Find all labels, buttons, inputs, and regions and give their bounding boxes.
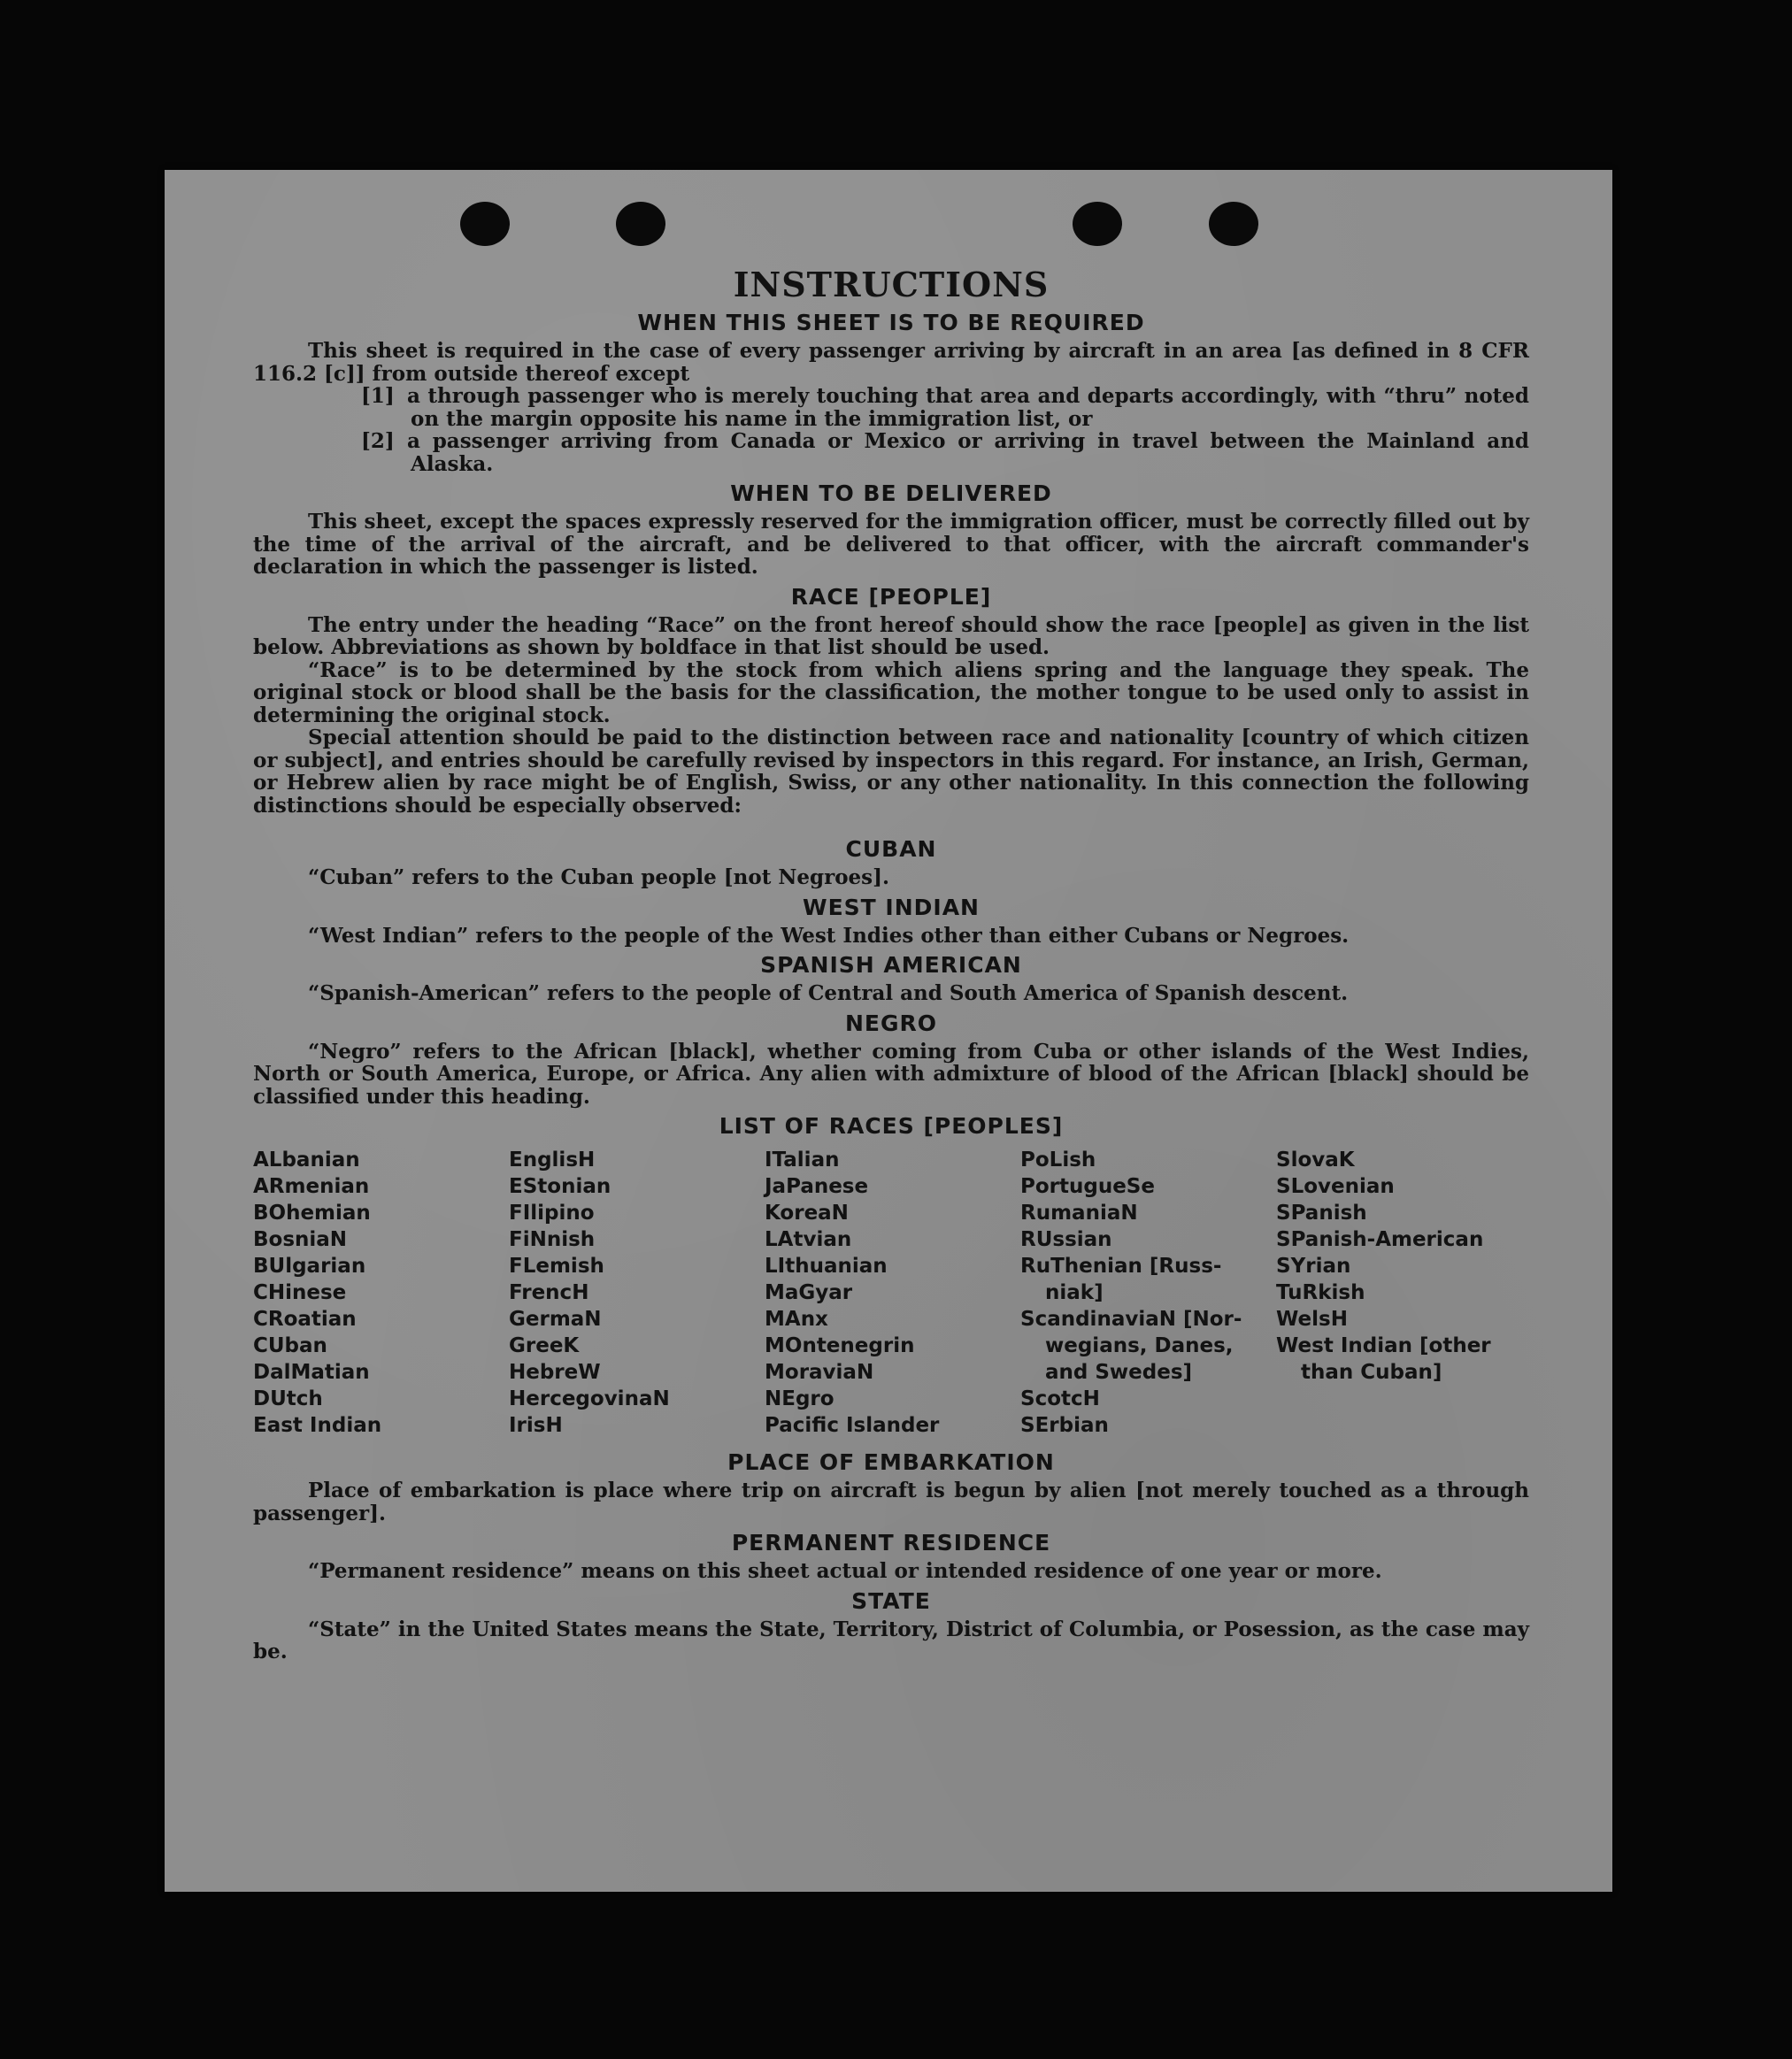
negro-text: “Negro” refers to the African [black], whether coming from Cuba or other islands of the West Indies, North or South America, Europe, or Africa. Any alien with admixture of blood of the African [black] should be classified under this heading.	[253, 1039, 1529, 1109]
required-item-1	[361, 385, 1529, 430]
race-paragraph-2: “Race” is to be determined by the stock from which aliens spring and the language they speak. The original stock or blood shall be the basis for the classification, the mother tongue to be used only to assist in determining the original stock.	[253, 657, 1529, 727]
list-item: EStonian	[509, 1175, 611, 1198]
heading-when-required: WHEN THIS SHEET IS TO BE REQUIRED	[637, 310, 1145, 335]
list-item: than Cuban]	[1301, 1361, 1442, 1384]
list-item: TuRkish	[1276, 1281, 1365, 1304]
list-item: PortugueSe	[1020, 1175, 1155, 1198]
list-item: SYrian	[1276, 1255, 1351, 1278]
list-item: GreeK	[509, 1334, 580, 1357]
item-text: a passenger arriving from Canada or Mexico or arriving in travel between the Mainland and Alaska.	[407, 429, 1529, 476]
required-item-2	[361, 430, 1529, 475]
list-item: DUtch	[253, 1387, 323, 1410]
residence-text: “Permanent residence” means on this sheet actual or intended residence of one year or more.	[308, 1559, 1382, 1583]
list-item: FrencH	[509, 1281, 589, 1304]
heading-race: RACE [PEOPLE]	[790, 583, 992, 610]
races-column-5	[1276, 1147, 1532, 1439]
list-item: and Swedes]	[1045, 1361, 1193, 1384]
list-item: wegians, Danes,	[1045, 1334, 1234, 1357]
list-item: CHinese	[253, 1281, 347, 1304]
list-item: LAtvian	[765, 1228, 852, 1251]
list-item: CUban	[253, 1334, 327, 1357]
list-item: Pacific Islander	[765, 1414, 940, 1437]
list-item: East Indian	[253, 1414, 382, 1437]
list-item: CRoatian	[253, 1308, 357, 1331]
list-item: FIlipino	[509, 1202, 595, 1225]
races-column-4	[1020, 1147, 1276, 1439]
list-item: ITalian	[765, 1149, 840, 1172]
list-item: MOntenegrin	[765, 1334, 915, 1357]
instruction-sheet	[165, 170, 1612, 1892]
races-list	[253, 1147, 1529, 1439]
list-item: SLovenian	[1276, 1175, 1395, 1198]
list-item: EnglisH	[509, 1149, 596, 1172]
list-item: PoLish	[1020, 1149, 1096, 1172]
heading-when-delivered: WHEN TO BE DELIVERED	[730, 480, 1052, 506]
required-intro: This sheet is required in the case of every passenger arriving by aircraft in an area [as defined in 8 CFR 116.2 [c]] from outside thereof except	[253, 339, 1529, 386]
state-text: “State” in the United States means the State, Territory, District of Columbia, or Posession, as the case may be.	[253, 1617, 1529, 1663]
races-column-2	[509, 1147, 765, 1439]
list-item: MaGyar	[765, 1281, 853, 1304]
list-item: SPanish-American	[1276, 1228, 1484, 1251]
list-item: MAnx	[765, 1308, 828, 1331]
heading-spanish-american: SPANISH AMERICAN	[760, 952, 1022, 978]
list-item: BUlgarian	[253, 1255, 366, 1278]
item-number: [1]	[361, 384, 395, 408]
races-column-1	[253, 1147, 509, 1439]
list-item: RumaniaN	[1020, 1202, 1138, 1225]
heading-west-indian: WEST INDIAN	[803, 894, 980, 920]
spanish-american-text: “Spanish-American” refers to the people of Central and South America of Spanish descent.	[308, 981, 1349, 1005]
race-paragraph-3: Special attention should be paid to the distinction between race and nationality [country of which citizen or subject], and entries should be carefully revised by inspectors in this regard. For instance, an Irish, German, or Hebrew alien by race might be of English, Swiss, or any other nationality. In this connection the following distinctions should be especially observed:	[253, 726, 1529, 818]
list-item: SlovaK	[1276, 1149, 1355, 1172]
list-item: DalMatian	[253, 1361, 370, 1384]
list-item: niak]	[1045, 1281, 1104, 1304]
races-column-3	[765, 1147, 1020, 1439]
list-item: LIthuanian	[765, 1255, 888, 1278]
page-title: INSTRUCTIONS	[733, 265, 1050, 304]
item-text: a through passenger who is merely touching that area and departs accordingly, with “thru” noted on the margin opposite his name in the immigration list, or	[407, 384, 1529, 431]
race-paragraph-1: The entry under the heading “Race” on the front hereof should show the race [people] as given in the list below. Abbreviations as shown by boldface in that list should be used.	[253, 612, 1529, 659]
punch-hole	[1073, 202, 1122, 246]
list-item: HercegovinaN	[509, 1387, 670, 1410]
list-item: HebreW	[509, 1361, 601, 1384]
heading-state: STATE	[851, 1587, 931, 1614]
list-item: ARmenian	[253, 1175, 370, 1198]
heading-place-of-embarkation: PLACE OF EMBARKATION	[727, 1449, 1055, 1475]
list-item: BOhemian	[253, 1202, 371, 1225]
list-item: SPanish	[1276, 1202, 1367, 1225]
list-item: WelsH	[1276, 1308, 1348, 1331]
punch-hole	[1209, 202, 1258, 246]
list-item: RUssian	[1020, 1228, 1112, 1251]
sheet-content	[253, 265, 1529, 1663]
punch-hole	[616, 202, 665, 246]
heading-cuban: CUBAN	[845, 836, 937, 862]
punch-hole	[460, 202, 510, 246]
list-item: ScotcH	[1020, 1387, 1100, 1410]
list-item: BosniaN	[253, 1228, 348, 1251]
list-item: MoraviaN	[765, 1361, 874, 1384]
list-item: KoreaN	[765, 1202, 849, 1225]
list-item: RuThenian [Russ-	[1020, 1255, 1222, 1278]
west-indian-text: “West Indian” refers to the people of the West Indies other than either Cubans or Negroes.	[308, 923, 1350, 948]
cuban-text: “Cuban” refers to the Cuban people [not Negroes].	[308, 865, 890, 889]
list-item: IrisH	[509, 1414, 563, 1437]
list-item: SErbian	[1020, 1414, 1109, 1437]
list-item: NEgro	[765, 1387, 834, 1410]
list-item: West Indian [other	[1276, 1334, 1491, 1357]
list-item: ALbanian	[253, 1149, 360, 1172]
delivered-text: This sheet, except the spaces expressly reserved for the immigration officer, must be correctly filled out by the time of the arrival of the aircraft, and be delivered to that officer, with the aircraft commander's declaration in which the passenger is listed.	[253, 510, 1529, 579]
list-item: FLemish	[509, 1255, 604, 1278]
heading-permanent-residence: PERMANENT RESIDENCE	[731, 1530, 1051, 1556]
list-item: FiNnish	[509, 1228, 596, 1251]
heading-negro: NEGRO	[844, 1010, 938, 1036]
list-item: GermaN	[509, 1308, 602, 1331]
item-number: [2]	[361, 429, 395, 453]
embarkation-text: Place of embarkation is place where trip on aircraft is begun by alien [not merely touched as a through passenger].	[253, 1479, 1529, 1525]
list-item: JaPanese	[765, 1175, 869, 1198]
list-item: ScandinaviaN [Nor-	[1020, 1308, 1242, 1331]
heading-list-of-races: LIST OF RACES [PEOPLES]	[719, 1113, 1064, 1139]
